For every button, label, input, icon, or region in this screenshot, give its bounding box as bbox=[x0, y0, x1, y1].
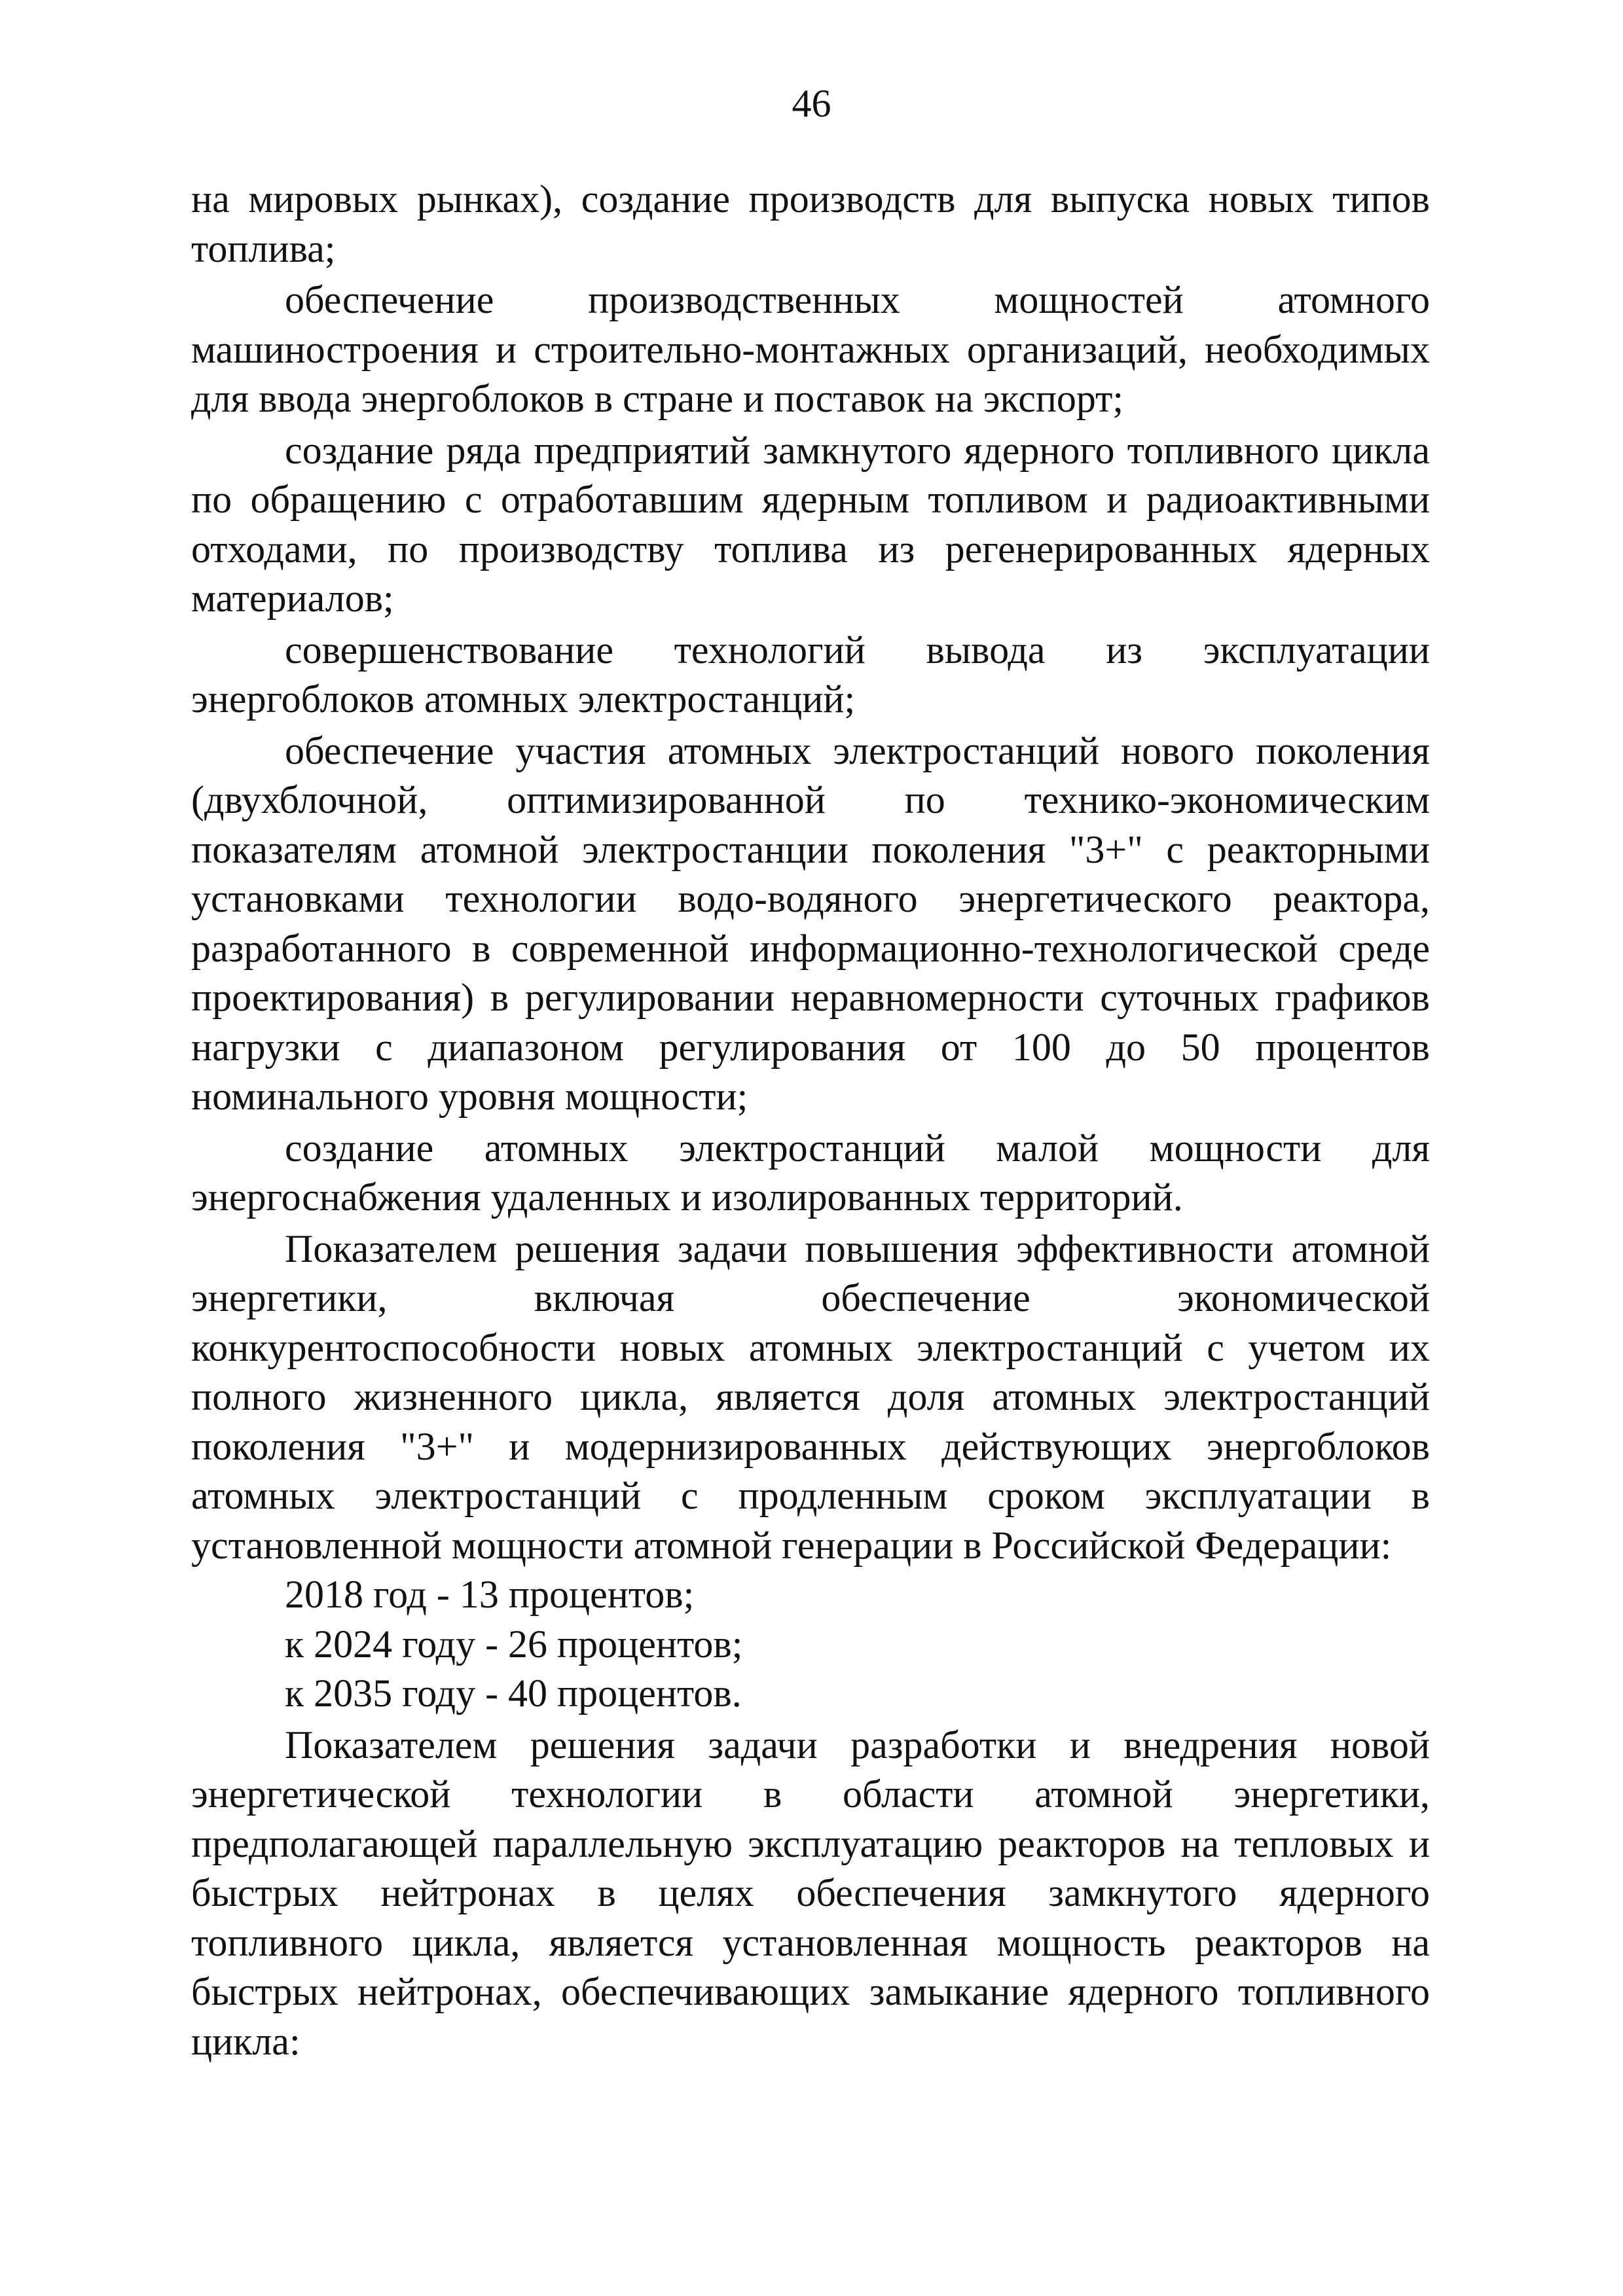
indicator-value-2024: к 2024 году - 26 процентов; bbox=[285, 1622, 743, 1666]
document-body bbox=[191, 175, 1430, 2066]
indicator-value-2035: к 2035 году - 40 процентов. bbox=[285, 1672, 742, 1715]
paragraph-small-npp: создание атомных электростанций малой мощности для энергоснабжения удаленных и изолированных территорий. bbox=[191, 1126, 1430, 1219]
paragraph-decommissioning: совершенствование технологий вывода из эксплуатации энергоблоков атомных электростанций; bbox=[191, 628, 1430, 721]
paragraph-fuel-cycle-enterprises: создание ряда предприятий замкнутого ядерного топливного цикла по обращению с отработавшим ядерным топливом и радиоактивными отходами, по производству топлива из регенерированных ядерных материалов; bbox=[191, 428, 1430, 620]
paragraph-efficiency-indicator: Показателем решения задачи повышения эффективности атомной энергетики, включая обеспечение экономической конкурентоспособности новых атомных электростанций с учетом их полного жизненного цикла, является доля атомных электростанций поколения "3+" и модернизированных действующих энергоблоков атомных электростанций с продленным сроком эксплуатации в установленной мощности атомной генерации в Российской Федерации: bbox=[191, 1227, 1430, 1567]
indicator-value-2018: 2018 год - 13 процентов; bbox=[285, 1573, 695, 1616]
paragraph-new-generation-npp: обеспечение участия атомных электростанций нового поколения (двухблочной, оптимизированной по технико-экономическим показателям атомной электростанции поколения "3+" с реакторными установками технологии водо-водяного энергетического реактора, разработанного в современной информационно-технологической среде проектирования) в регулировании неравномерности суточных графиков нагрузки с диапазоном регулирования от 100 до 50 процентов номинального уровня мощности; bbox=[191, 728, 1430, 1118]
paragraph-continuation: на мировых рынках), создание производств для выпуска новых типов топлива; bbox=[191, 177, 1430, 270]
paragraph-fast-reactors-indicator: Показателем решения задачи разработки и внедрения новой энергетической технологии в области атомной энергетики, предполагающей параллельную эксплуатацию реакторов на тепловых и быстрых нейтронах в целях обеспечения замкнутого ядерного топливного цикла, является установленная мощность реакторов на быстрых нейтронах, обеспечивающих замыкание ядерного топливного цикла: bbox=[191, 1723, 1430, 2063]
paragraph-machine-building: обеспечение производственных мощностей атомного машиностроения и строительно-монтажных организаций, необходимых для ввода энергоблоков в стране и поставок на экспорт; bbox=[191, 278, 1430, 420]
page-number: 46 bbox=[792, 82, 831, 125]
